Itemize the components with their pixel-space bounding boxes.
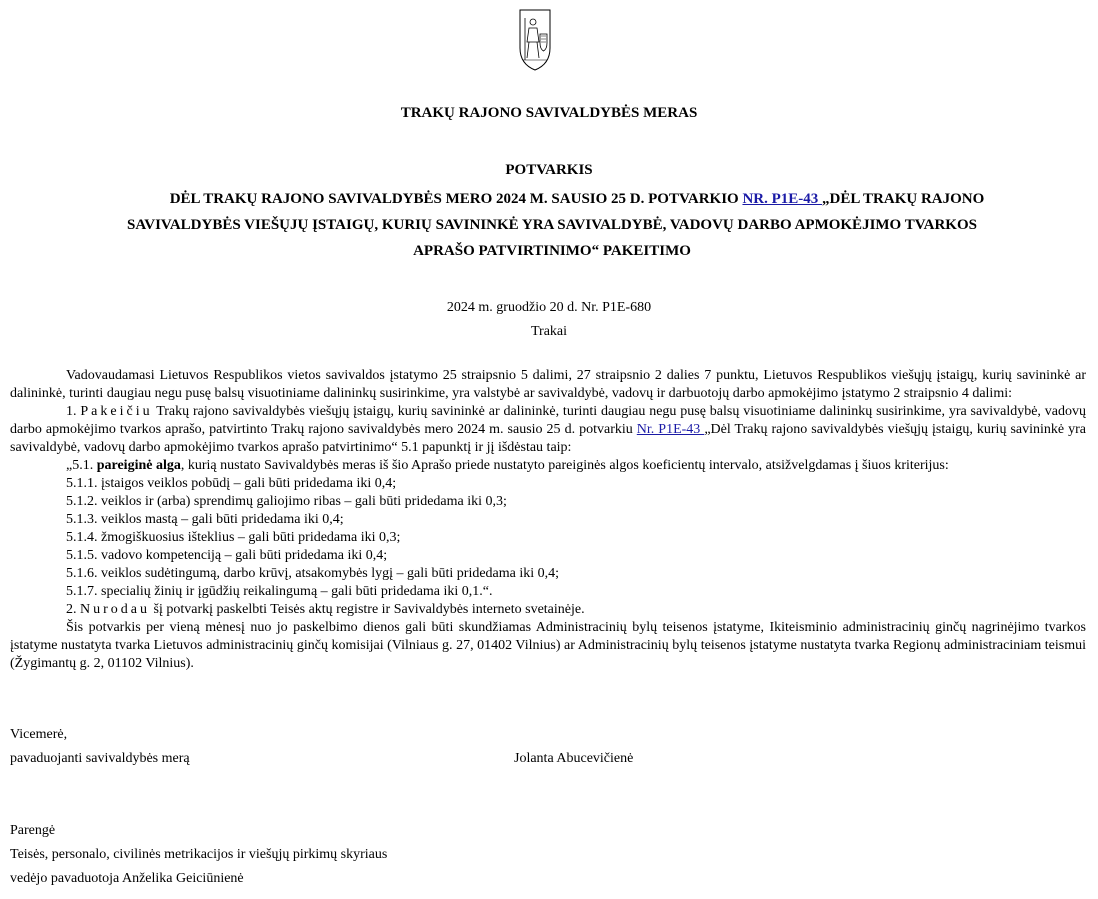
coat-of-arms-icon bbox=[518, 8, 552, 72]
title-line-2: SAVIVALDYBĖS VIEŠŲJŲ ĮSTAIGŲ, KURIŲ SAVININKĖ YRA SAVIVALDYBĖ, VADOVŲ DARBO APMOKĖJIMO TVARKOS bbox=[127, 217, 977, 233]
item-1-text: Trakų rajono savivaldybės viešųjų įstaigų, kurių savininkė ar dalininkė, turinti daugiau negu pusę balsų visuotiniame dalininkų susirinkime, yra savivaldybė, vadovų darbo apmokėjimo tvarkos aprašo, patvirtinto Trakų rajono savivaldybės mero 2024 m. sausio 25 d. potvarkiu bbox=[10, 404, 1087, 437]
appeal-paragraph: Šis potvarkis per vieną mėnesį nuo jo paskelbimo dienos gali būti skundžiamas Administracinių bylų teisenos įstatyme, Ikiteisminio administracinių ginčų nagrinėjimo tvarkos įstatyme nustatyta tvarka Lietuvos administracinių ginčų komisijai (Vilniaus g. 27, 01402 Vilnius) ar Administracinių bylų teisenos įstatyme nustatyta tvarka Regionų administraciniam teismui (Žygimantų g. 2, 01102 Vilnius). bbox=[10, 620, 1086, 671]
signatory-position-line-1: Vicemerė, bbox=[10, 727, 68, 742]
title-text-cont: „DĖL TRAKŲ RAJONO bbox=[822, 191, 985, 207]
criterion-item: 5.1.5. vadovo kompetenciją – gali būti pridedama iki 0,4; bbox=[66, 548, 388, 563]
document-body bbox=[10, 367, 1086, 673]
item-1-text-cont: „Dėl Trakų rajono savivaldybės viešųjų įstaigų, kurių savininkė yra savivaldybė, vadovų darbo apmokėjimo tvarkos aprašo patvirtinimo“ 5.1 papunktį ir jį išdėstau taip: bbox=[10, 422, 1087, 455]
prepared-by-department: Teisės, personalo, civilinės metrikacijos ir viešųjų pirkimų skyriaus bbox=[10, 847, 388, 862]
criterion-item: 5.1.4. žmogiškuosius išteklius – gali būti pridedama iki 0,3; bbox=[66, 530, 401, 545]
title-text: DĖL TRAKŲ RAJONO SAVIVALDYBĖS MERO 2024 M. SAUSIO 25 D. POTVARKIO bbox=[169, 191, 743, 207]
item-2-text: šį potvarkį paskelbti Teisės aktų registre ir Savivaldybės interneto svetainėje. bbox=[150, 602, 585, 617]
item-2-keyword: Nurodau bbox=[80, 602, 150, 617]
title-line-3: APRAŠO PATVIRTINIMO“ PAKEITIMO bbox=[413, 243, 691, 259]
document-title bbox=[18, 186, 1086, 264]
date-and-number: 2024 m. gruodžio 20 d. Nr. P1E-680 bbox=[446, 300, 652, 315]
prepared-by-label: Parengė bbox=[10, 823, 56, 838]
prepared-by-person: vedėjo pavaduotoja Anželika Geiciūnienė bbox=[10, 871, 244, 886]
signatory-name: Jolanta Abucevičienė bbox=[514, 751, 634, 766]
document-type: POTVARKIS bbox=[505, 162, 593, 178]
item-1-document-link[interactable]: Nr. P1E-43 bbox=[636, 422, 705, 437]
criterion-item: 5.1.3. veiklos mastą – gali būti pridedama iki 0,4; bbox=[66, 512, 344, 527]
criterion-item: 5.1.7. specialių žinių ir įgūdžių reikalingumą – gali būti pridedama iki 0,1.“. bbox=[66, 584, 493, 599]
criterion-item: 5.1.2. veiklos ir (arba) sprendimų galiojimo ribas – gali būti pridedama iki 0,3; bbox=[66, 494, 507, 509]
title-document-link[interactable]: NR. P1E-43 bbox=[742, 191, 823, 207]
criterion-item: 5.1.1. įstaigos veiklos pobūdį – gali būti pridedama iki 0,4; bbox=[66, 476, 397, 491]
item-1-keyword: Pakeičiu bbox=[80, 404, 153, 419]
point-5-1 bbox=[10, 457, 1086, 475]
item-2-number: 2. bbox=[66, 602, 80, 617]
point-5-1-term: pareiginė alga bbox=[96, 458, 181, 473]
item-1 bbox=[10, 403, 1086, 457]
criterion-item: 5.1.6. veiklos sudėtingumą, darbo krūvį, atsakomybės lygį – gali būti pridedama iki 0,4; bbox=[66, 566, 560, 581]
intro-paragraph: Vadovaudamasi Lietuvos Respublikos vietos savivaldos įstatymo 25 straipsnio 5 dalimi, 27 straipsnio 2 dalies 7 punktu, Lietuvos Respublikos viešųjų įstaigų, kurių savininkė ar dalininkė, turinti daugiau negu pusę balsų visuotiniame dalininkų susirinkime, yra valstybė ar savivaldybė, vadovų ir darbuotojų darbo apmokėjimo įstatymo 2 straipsnio 4 dalimi: bbox=[10, 368, 1086, 401]
point-5-1-text: , kurią nustato Savivaldybės meras iš šio Aprašo priede nustatyto pareiginės algos koeficientų intervalo, atsižvelgdamas į šiuos kriterijus: bbox=[180, 458, 949, 473]
place: Trakai bbox=[530, 324, 568, 339]
point-5-1-prefix: „5.1. bbox=[66, 458, 97, 473]
item-2 bbox=[10, 601, 1086, 619]
item-1-number: 1. bbox=[66, 404, 81, 419]
signatory-position-line-2: pavaduojanti savivaldybės merą bbox=[10, 751, 190, 766]
issuing-authority: TRAKŲ RAJONO SAVIVALDYBĖS MERAS bbox=[400, 105, 698, 121]
